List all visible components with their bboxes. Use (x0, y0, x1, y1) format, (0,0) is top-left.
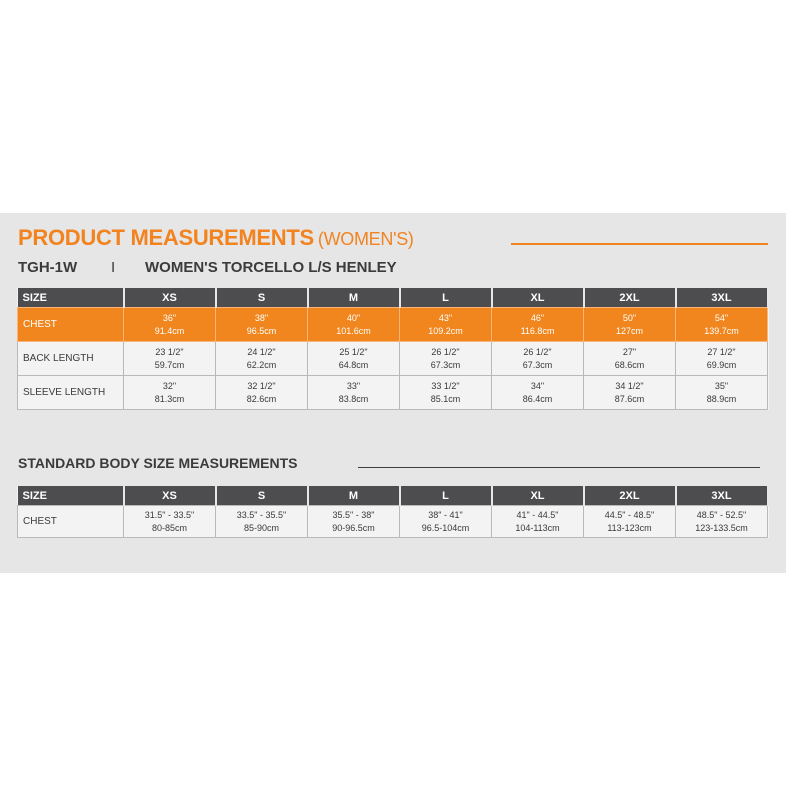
row-label: BACK LENGTH (18, 342, 124, 376)
cell-value-cm: 82.6cm (246, 393, 277, 404)
size-header-l: L (400, 288, 492, 308)
cell-value-inches: 43" (438, 312, 453, 323)
cell-value-cm: 139.7cm (704, 325, 739, 336)
table-cell (584, 308, 676, 342)
size-header-m: M (308, 288, 400, 308)
cell-value-inches: 26 1/2" (523, 346, 552, 357)
cell-value-inches: 27 1/2" (707, 346, 736, 357)
section-title: STANDARD BODY SIZE MEASUREMENTS (18, 455, 298, 471)
cell-value-cm: 127cm (615, 325, 643, 336)
product-separator: I (111, 259, 116, 276)
page-title-main: PRODUCT MEASUREMENTS (18, 225, 314, 250)
size-header-3xl: 3XL (676, 486, 768, 506)
table-cell (676, 376, 768, 410)
cell-value-cm: 116.8cm (520, 325, 555, 336)
title-row (18, 226, 768, 250)
table-cell (124, 342, 216, 376)
product-code: TGH-1W (18, 259, 78, 276)
row-label: SLEEVE LENGTH (18, 376, 124, 410)
cell-value-cm: 87.6cm (614, 393, 645, 404)
cell-value-inches: 26 1/2" (431, 346, 460, 357)
cell-value-cm: 83.8cm (338, 393, 369, 404)
title-divider (511, 243, 768, 245)
table-cell (676, 342, 768, 376)
table-cell (400, 308, 492, 342)
table-cell (124, 376, 216, 410)
cell-value-cm: 68.6cm (614, 359, 645, 370)
table-cell (308, 342, 400, 376)
cell-value-cm: 59.7cm (154, 359, 185, 370)
cell-value-inches: 36" (162, 312, 177, 323)
table-cell (216, 342, 308, 376)
table-header-row (18, 288, 768, 308)
cell-value-inches: 34 1/2" (615, 380, 644, 391)
cell-value-inches: 44.5" - 48.5" (604, 509, 655, 520)
table-cell (400, 342, 492, 376)
table-header-row (18, 486, 768, 506)
table-cell (216, 506, 308, 538)
table-cell (584, 376, 676, 410)
table-row (18, 376, 768, 410)
cell-value-inches: 40" (346, 312, 361, 323)
table-cell (584, 342, 676, 376)
cell-value-inches: 33 1/2" (431, 380, 460, 391)
cell-value-cm: 90-96.5cm (332, 522, 375, 533)
table-cell (216, 308, 308, 342)
cell-value-cm: 113-123cm (607, 522, 652, 533)
cell-value-cm: 67.3cm (522, 359, 553, 370)
cell-value-cm: 80-85cm (151, 522, 187, 533)
table-cell (492, 376, 584, 410)
section-divider (358, 467, 760, 468)
table-cell (492, 342, 584, 376)
cell-value-inches: 32" (162, 380, 177, 391)
cell-value-cm: 96.5-104cm (421, 522, 470, 533)
table-cell (308, 376, 400, 410)
cell-value-cm: 86.4cm (522, 393, 553, 404)
table-row (18, 506, 768, 538)
size-header-3xl: 3XL (676, 288, 768, 308)
cell-value-cm: 104-113cm (515, 522, 560, 533)
cell-value-cm: 88.9cm (706, 393, 737, 404)
table-cell (492, 506, 584, 538)
cell-value-cm: 81.3cm (154, 393, 185, 404)
product-measurements-table (17, 288, 769, 410)
size-column-header: SIZE (18, 288, 124, 308)
cell-value-inches: 38" - 41" (428, 509, 463, 520)
cell-value-inches: 50" (622, 312, 637, 323)
cell-value-inches: 27" (622, 346, 637, 357)
table-cell (216, 376, 308, 410)
section-row (18, 454, 760, 472)
size-header-l: L (400, 486, 492, 506)
table-cell (124, 506, 216, 538)
table-cell (400, 506, 492, 538)
cell-value-cm: 85-90cm (243, 522, 279, 533)
table-cell (676, 308, 768, 342)
table-row (18, 308, 768, 342)
page-title-sub: (WOMEN'S) (317, 229, 414, 249)
size-header-s: S (216, 288, 308, 308)
cell-value-cm: 85.1cm (430, 393, 461, 404)
cell-value-cm: 96.5cm (246, 325, 277, 336)
cell-value-inches: 24 1/2" (247, 346, 276, 357)
size-header-xl: XL (492, 486, 584, 506)
cell-value-cm: 101.6cm (336, 325, 371, 336)
cell-value-cm: 109.2cm (428, 325, 463, 336)
cell-value-inches: 38" (254, 312, 269, 323)
size-header-xl: XL (492, 288, 584, 308)
cell-value-inches: 35.5" - 38" (332, 509, 375, 520)
table-cell (400, 376, 492, 410)
cell-value-cm: 91.4cm (154, 325, 185, 336)
cell-value-cm: 123-133.5cm (695, 522, 748, 533)
product-name: WOMEN'S TORCELLO L/S HENLEY (145, 259, 397, 276)
size-header-xs: XS (124, 288, 216, 308)
table-cell (308, 308, 400, 342)
cell-value-inches: 33.5" - 35.5" (236, 509, 287, 520)
cell-value-cm: 67.3cm (430, 359, 461, 370)
row-label: CHEST (18, 308, 124, 342)
table-cell (676, 506, 768, 538)
cell-value-inches: 34" (530, 380, 545, 391)
size-header-s: S (216, 486, 308, 506)
cell-value-inches: 32 1/2" (247, 380, 276, 391)
cell-value-inches: 23 1/2" (155, 346, 184, 357)
cell-value-cm: 69.9cm (706, 359, 737, 370)
table-cell (124, 308, 216, 342)
cell-value-inches: 46" (530, 312, 545, 323)
cell-value-cm: 64.8cm (338, 359, 369, 370)
size-header-xs: XS (124, 486, 216, 506)
page-title (18, 226, 414, 251)
cell-value-inches: 54" (714, 312, 729, 323)
cell-value-inches: 33" (346, 380, 361, 391)
body-size-table (17, 486, 769, 538)
size-column-header: SIZE (18, 486, 124, 506)
size-header-2xl: 2XL (584, 486, 676, 506)
cell-value-inches: 48.5" - 52.5" (696, 509, 747, 520)
cell-value-inches: 25 1/2" (339, 346, 368, 357)
table-cell (584, 506, 676, 538)
cell-value-inches: 41" - 44.5" (516, 509, 559, 520)
size-header-2xl: 2XL (584, 288, 676, 308)
cell-value-inches: 31.5" - 33.5" (144, 509, 195, 520)
table-cell (492, 308, 584, 342)
cell-value-inches: 35" (714, 380, 729, 391)
table-row (18, 342, 768, 376)
table-cell (308, 506, 400, 538)
cell-value-cm: 62.2cm (246, 359, 277, 370)
row-label: CHEST (18, 506, 124, 538)
size-header-m: M (308, 486, 400, 506)
